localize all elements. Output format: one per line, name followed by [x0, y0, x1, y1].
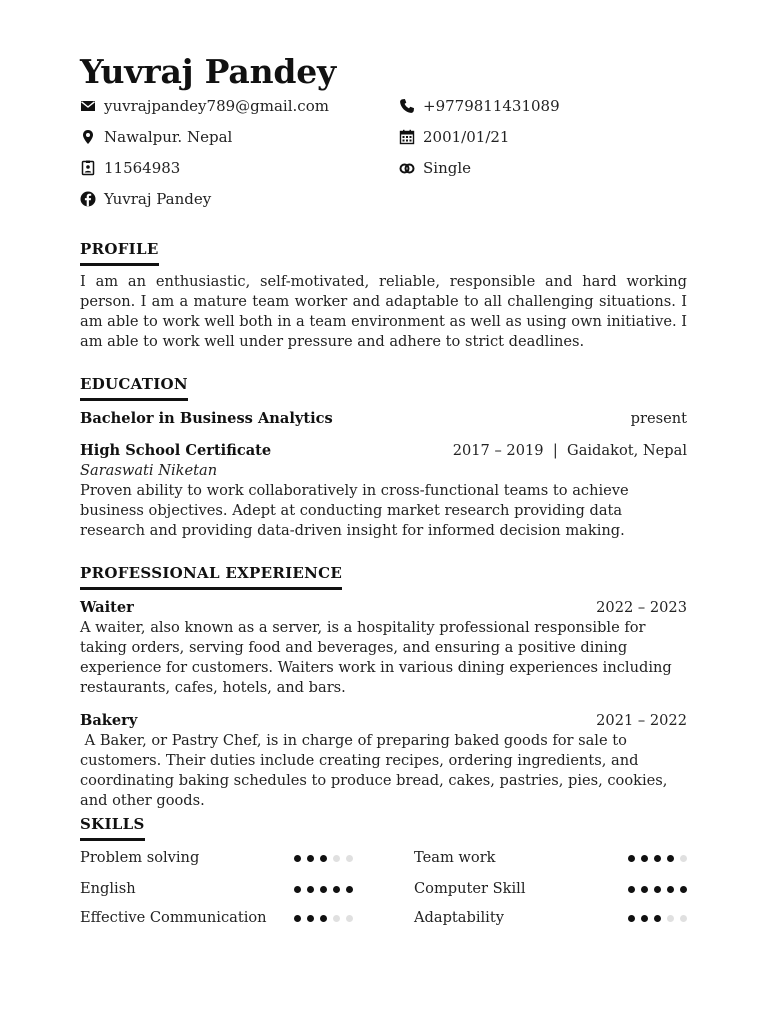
rating-dot-filled — [320, 886, 327, 893]
skill-rating — [628, 886, 687, 893]
rating-dot-filled — [294, 915, 301, 922]
skill-item — [80, 879, 353, 899]
rating-dot-empty — [333, 855, 340, 862]
contact-facebook[interactable] — [80, 190, 211, 208]
contact-id — [80, 159, 180, 177]
rating-dot-filled — [307, 886, 314, 893]
job-dates: 2021 – 2022 — [596, 712, 687, 729]
profile-heading: PROFILE — [80, 240, 159, 266]
rating-dot-filled — [654, 855, 661, 862]
facebook-icon — [80, 191, 96, 207]
rating-dot-empty — [346, 855, 353, 862]
rating-dot-filled — [307, 915, 314, 922]
rating-dot-filled — [333, 886, 340, 893]
facebook-text: Yuvraj Pandey — [104, 190, 212, 208]
contact-email[interactable] — [80, 97, 329, 115]
education-item — [80, 441, 687, 461]
rating-dot-empty — [333, 915, 340, 922]
job-dates: 2022 – 2023 — [596, 599, 687, 616]
rating-dot-filled — [294, 855, 301, 862]
skill-item — [414, 879, 687, 899]
skills-heading: SKILLS — [80, 815, 145, 841]
rating-dot-filled — [641, 915, 648, 922]
phone-icon — [399, 98, 415, 114]
rating-dot-empty — [680, 915, 687, 922]
degree-date: present — [630, 410, 687, 427]
rating-dot-filled — [680, 886, 687, 893]
education-item — [80, 409, 687, 429]
skill-name: English — [80, 880, 136, 897]
skill-rating — [628, 855, 687, 862]
calendar-icon — [399, 129, 415, 145]
rating-dot-empty — [346, 915, 353, 922]
experience-item — [80, 711, 687, 731]
skill-item — [414, 908, 687, 928]
experience-heading: PROFESSIONAL EXPERIENCE — [80, 564, 342, 590]
id-badge-icon — [80, 160, 96, 176]
rating-dot-filled — [320, 855, 327, 862]
skill-name: Team work — [414, 849, 496, 866]
education-description: Proven ability to work collaboratively in cross-functional teams to achieve business objectives. Adept at conducting market research providing data research and providing data-driven insight for informed decision making. — [80, 482, 629, 539]
skill-rating — [628, 915, 687, 922]
email-text: yuvrajpandey789@gmail.com — [104, 97, 329, 115]
id-text: 11564983 — [104, 159, 181, 177]
skill-name: Adaptability — [414, 909, 504, 926]
skill-item — [414, 848, 687, 868]
rating-dot-filled — [654, 886, 661, 893]
rating-dot-filled — [320, 915, 327, 922]
degree-title: Bachelor in Business Analytics — [80, 410, 333, 427]
profile-text: I am an enthusiastic, self-motivated, reliable, responsible and hard working person. I am a mature team worker and adaptable to all challenging situations. I am able to work well both in a team environment as well as using own initiative. I am able to work well under pressure and adhere to strict deadlines. — [80, 273, 687, 350]
location-text: Nawalpur. Nepal — [104, 128, 233, 146]
contact-phone[interactable] — [399, 97, 560, 115]
degree-title: High School Certificate — [80, 442, 272, 459]
candidate-name: Yuvraj Pandey — [80, 52, 337, 91]
rating-dot-filled — [346, 886, 353, 893]
dob-text: 2001/01/21 — [423, 128, 510, 146]
rating-dot-filled — [641, 855, 648, 862]
rating-dot-filled — [628, 855, 635, 862]
job-title: Bakery — [80, 712, 138, 729]
education-heading: EDUCATION — [80, 375, 188, 401]
rating-dot-filled — [294, 886, 301, 893]
envelope-icon — [80, 98, 96, 114]
rating-dot-filled — [667, 855, 674, 862]
contact-marital — [399, 159, 471, 177]
marital-text: Single — [423, 159, 472, 177]
rating-dot-filled — [307, 855, 314, 862]
skill-item — [80, 908, 353, 928]
rings-icon — [399, 160, 415, 176]
rating-dot-filled — [628, 915, 635, 922]
rating-dot-filled — [641, 886, 648, 893]
degree-date-location: 2017 – 2019 | Gaidakot, Nepal — [452, 442, 687, 459]
job-description: A Baker, or Pastry Chef, is in charge of preparing baked goods for sale to customers. Their duties include creating recipes, ordering ingredients, and coordinating baking schedules to produce bread, cakes, pastries, pies, cookies, and other goods. — [80, 732, 673, 809]
rating-dot-filled — [628, 886, 635, 893]
job-title: Waiter — [80, 599, 134, 616]
experience-item — [80, 598, 687, 618]
skill-rating — [294, 886, 353, 893]
skill-rating — [294, 855, 353, 862]
rating-dot-filled — [667, 886, 674, 893]
map-pin-icon — [80, 129, 96, 145]
rating-dot-filled — [654, 915, 661, 922]
contact-dob — [399, 128, 509, 146]
job-description: A waiter, also known as a server, is a hospitality professional responsible for taking orders, serving food and beverages, and ensuring a positive dining experience for customers. Waiters work in various dining experiences including restaurants, cafes, hotels, and bars. — [80, 619, 672, 696]
contact-location — [80, 128, 232, 146]
skill-name: Effective Communication — [80, 909, 267, 926]
skill-name: Problem solving — [80, 849, 200, 866]
phone-text: +9779811431089 — [423, 97, 560, 115]
rating-dot-empty — [667, 915, 674, 922]
skill-name: Computer Skill — [414, 880, 526, 897]
school-name: Saraswati Niketan — [80, 462, 218, 479]
skill-item — [80, 848, 353, 868]
skill-rating — [294, 915, 353, 922]
rating-dot-empty — [680, 855, 687, 862]
